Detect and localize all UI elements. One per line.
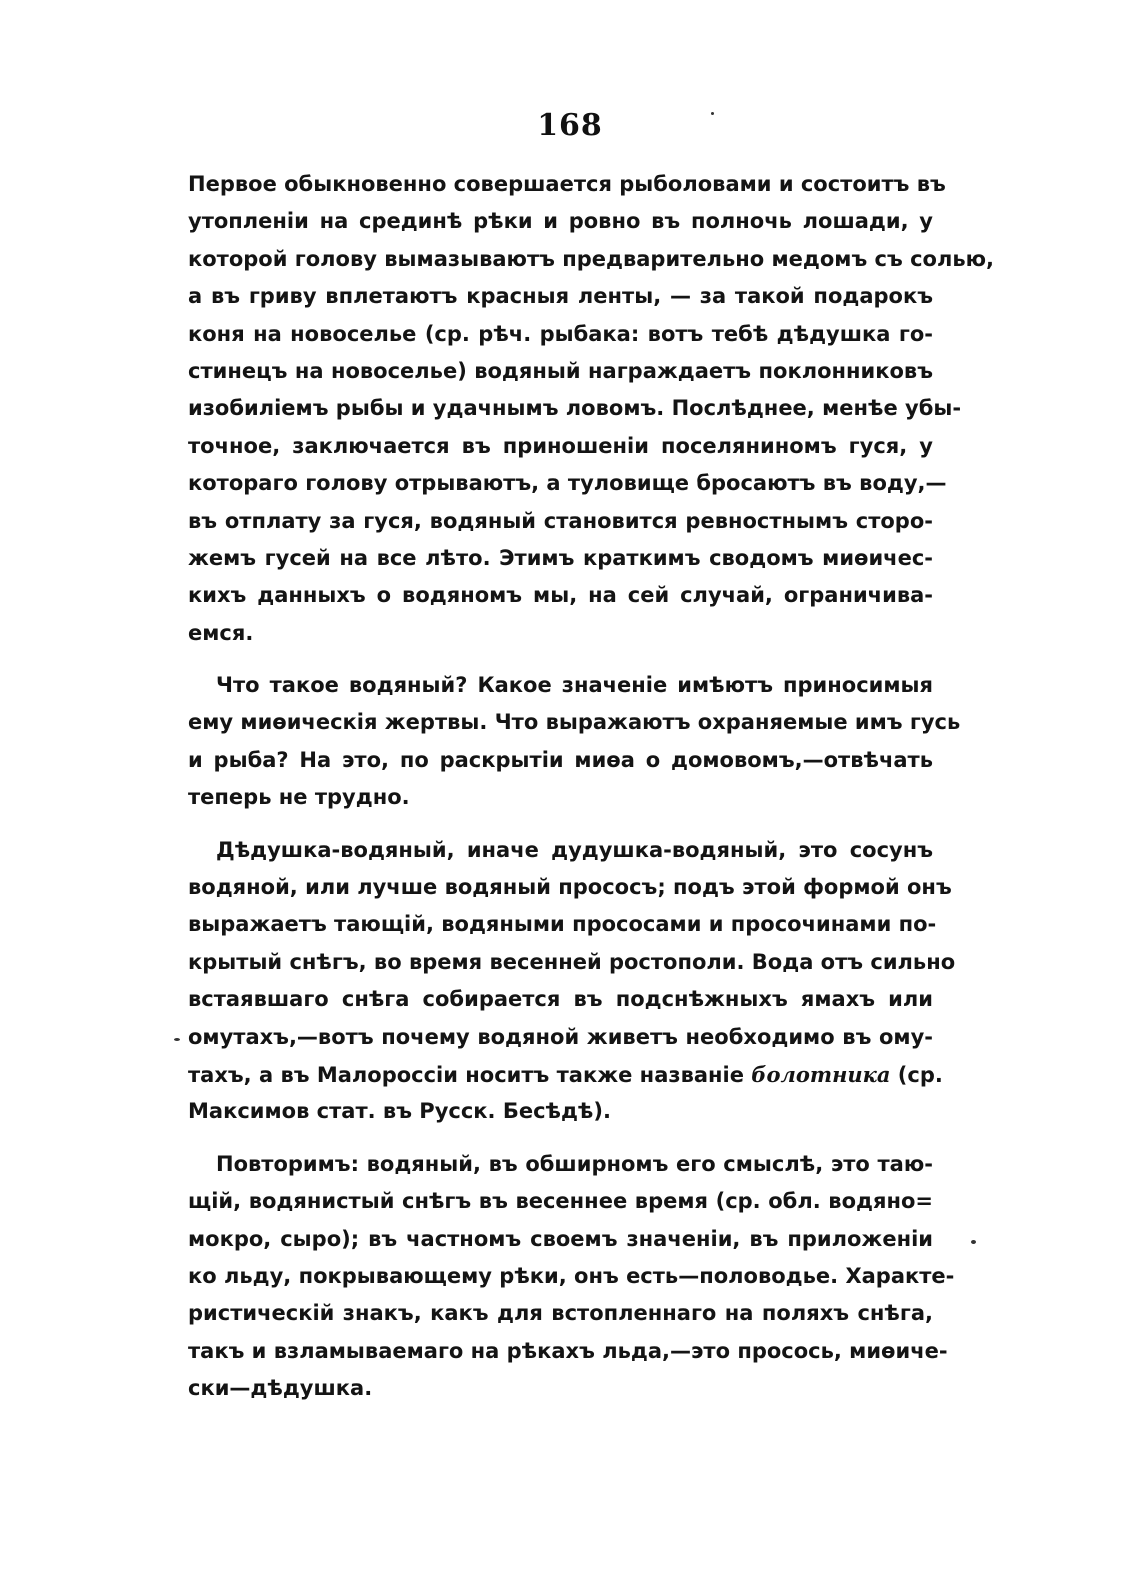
text-line: жемъ гусей на все лѣто. Этимъ краткимъ сводомъ миѳичес- (188, 545, 933, 570)
text-line: щій, водянистый снѣгъ въ весеннее время (ср. обл. водяно= (188, 1189, 933, 1214)
italic-term: болотника (751, 1061, 891, 1087)
text-line: утопленіи на срединѣ рѣки и ровно въ полночь лошади, у (188, 209, 933, 234)
text-fragment: тахъ, а въ Малороссіи носитъ также названіе (188, 1062, 744, 1087)
paragraph-2 (188, 667, 961, 817)
text-line: Первое обыкновенно совершается рыболовами и состоитъ въ (188, 172, 946, 196)
text-line: ристическій знакъ, какъ для встопленнаго на поляхъ снѣга, (188, 1301, 933, 1326)
text-line: и рыба? На это, по раскрытіи миѳа о домовомъ,—отвѣчать (188, 747, 933, 772)
scan-speck (711, 112, 714, 115)
text-line: емся. (188, 620, 254, 645)
text-line: которой голову вымазываютъ предварительно медомъ съ солью, (188, 246, 994, 271)
text-line: омутахъ,—вотъ почему водяной живетъ необходимо въ ому- (188, 1024, 933, 1049)
text-line: котораго голову отрываютъ, а туловище бросаютъ въ воду,— (188, 471, 947, 496)
text-line: встаявшаго снѣга собирается въ подснѣжныхъ ямахъ или (188, 987, 933, 1012)
text-fragment: (ср. (897, 1062, 943, 1087)
text-line: теперь не трудно. (188, 785, 410, 810)
text-line-with-italic (188, 1056, 943, 1093)
body-text (188, 166, 994, 1408)
text-line: коня на новоселье (ср. рѣч. рыбака: вотъ тебѣ дѣдушка го- (188, 321, 933, 346)
text-line: крытый снѣгъ, во время весенней ростополи. Вода отъ сильно (188, 949, 956, 974)
text-line: выражаетъ тающій, водяными прососами и просочинами по- (188, 912, 937, 937)
text-line: такъ и взламываемаго на рѣкахъ льда,—это просось, миѳиче- (188, 1338, 948, 1363)
text-line: а въ гриву вплетаютъ красныя ленты, — за такой подарокъ (188, 284, 933, 309)
paragraph-1 (188, 166, 994, 652)
text-line: Максимов стат. въ Русск. Бесѣдѣ). (188, 1099, 611, 1124)
page-number: 168 (537, 108, 603, 143)
text-line: точное, заключается въ приношеніи поселяниномъ гуся, у (188, 433, 933, 458)
text-line: Дѣдушка-водяный, иначе дудушка-водяный, это сосунъ (216, 837, 933, 862)
text-line: въ отплату за гуся, водяный становится ревностнымъ сторо- (188, 508, 933, 533)
scan-speck (971, 1240, 976, 1244)
text-line: Что такое водяный? Какое значеніе имѣютъ приносимыя (216, 673, 933, 698)
scan-speck (174, 1038, 180, 1041)
text-line: водяной, или лучше водяный прососъ; подъ этой формой онъ (188, 875, 952, 900)
text-line: ему миѳическія жертвы. Что выражаютъ охраняемые имъ гусь (188, 710, 961, 735)
text-line: стинецъ на новоселье) водяный награждаетъ поклонниковъ (188, 358, 933, 383)
text-line: Повторимъ: водяный, въ обширномъ его смыслѣ, это таю- (216, 1151, 933, 1176)
text-line: кихъ данныхъ о водяномъ мы, на сей случай, ограничива- (188, 583, 933, 608)
paragraph-4 (188, 1146, 955, 1408)
text-line: ко льду, покрывающему рѣки, онъ есть—половодье. Характе- (188, 1263, 955, 1288)
text-line: изобиліемъ рыбы и удачнымъ ловомъ. Послѣднее, менѣе убы- (188, 396, 962, 421)
text-line: ски—дѣдушка. (188, 1376, 373, 1401)
paragraph-3 (188, 832, 956, 1131)
text-line: мокро, сыро); въ частномъ своемъ значеніи, въ приложеніи (188, 1226, 933, 1251)
